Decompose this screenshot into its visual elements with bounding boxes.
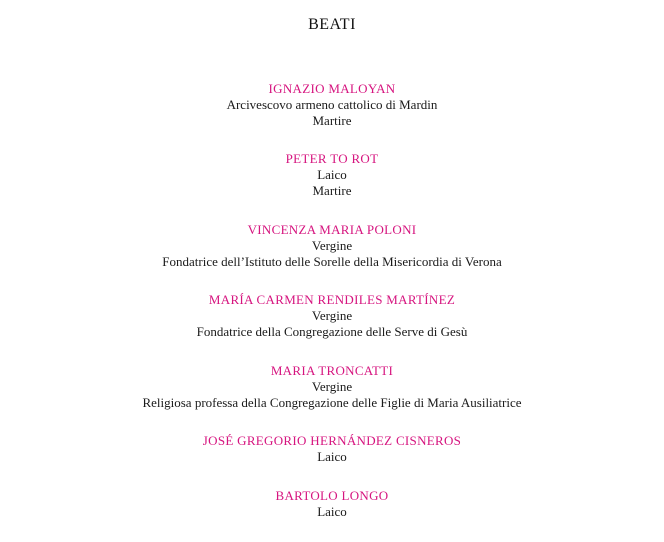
entry-qualifier: Martire (312, 183, 352, 198)
entry-maria-carmen-rendiles-martinez (0, 292, 664, 340)
entry-qualifier: Martire (312, 113, 352, 128)
entry-jose-gregorio-hernandez-cisneros (0, 433, 664, 465)
entry-name: PETER TO ROT (285, 151, 379, 166)
entry-name: JOSÉ GREGORIO HERNÁNDEZ CISNEROS (202, 433, 462, 448)
entry-name: IGNAZIO MALOYAN (268, 81, 396, 96)
entry-qualifier: Fondatrice dell’Istituto delle Sorelle della Misericordia di Verona (162, 254, 502, 269)
entry-bartolo-longo (0, 488, 664, 520)
entry-peter-to-rot (0, 151, 664, 199)
entry-title: Laico (317, 504, 347, 519)
entry-qualifier: Fondatrice della Congregazione delle Serve di Gesù (196, 324, 468, 339)
entry-name: MARIA TRONCATTI (270, 363, 394, 378)
entry-title: Arcivescovo armeno cattolico di Mardin (226, 97, 438, 112)
entry-vincenza-maria-poloni (0, 222, 664, 270)
entry-ignazio-maloyan (0, 81, 664, 129)
entry-title: Laico (317, 167, 347, 182)
entry-name: BARTOLO LONGO (275, 488, 389, 503)
entry-title: Vergine (311, 308, 353, 323)
entry-title: Vergine (311, 379, 353, 394)
entry-title: Vergine (311, 238, 353, 253)
entry-maria-troncatti (0, 363, 664, 411)
entry-name: MARÍA CARMEN RENDILES MARTÍNEZ (208, 292, 456, 307)
entry-qualifier: Religiosa professa della Congregazione delle Figlie di Maria Ausiliatrice (142, 395, 522, 410)
entry-title: Laico (317, 449, 347, 464)
entry-name: VINCENZA MARIA POLONI (247, 222, 417, 237)
page-heading: BEATI (308, 16, 356, 33)
